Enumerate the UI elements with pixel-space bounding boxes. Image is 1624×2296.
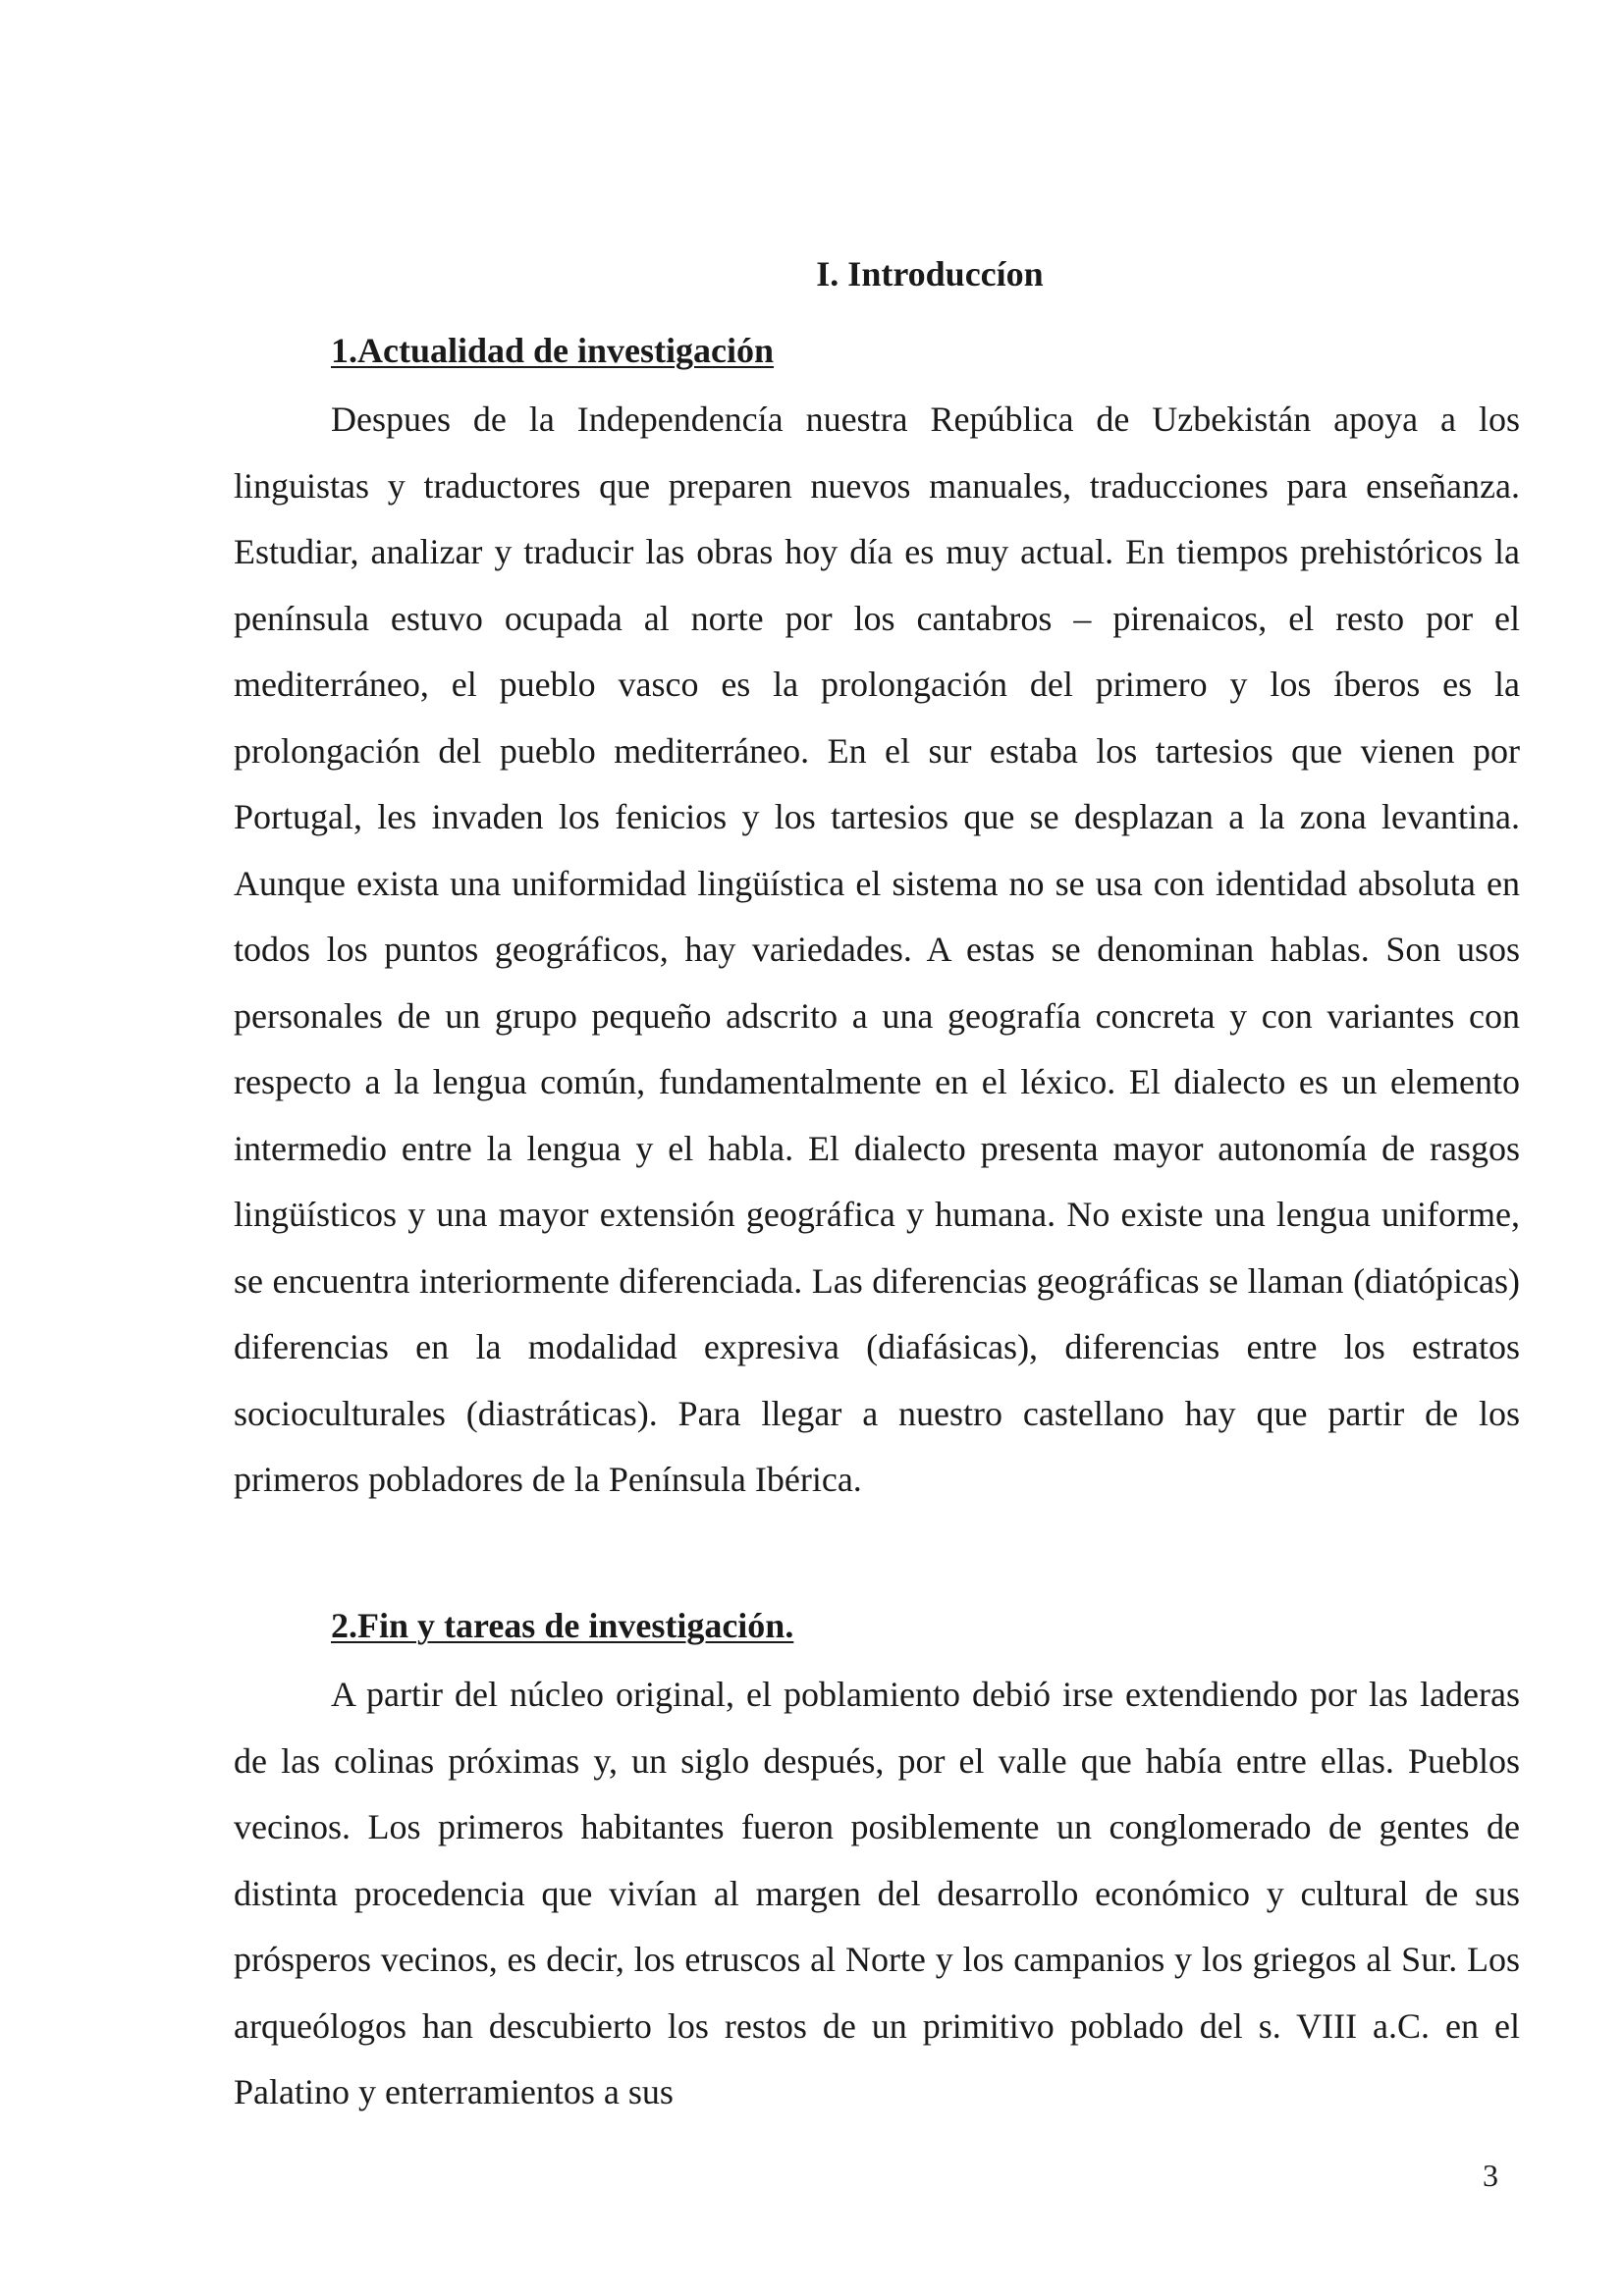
- chapter-title: I. Introduccíon: [816, 254, 1044, 294]
- section-paragraph-fin-y-tareas: A partir del núcleo original, el poblamiento debió irse extendiendo por las laderas de las colinas próximas y, un siglo después, por el valle que había entre ellas. Pueblos vecinos. Los primeros habitantes fueron posiblemente un conglomerado de gentes de distinta procedencia que vivían al margen del desarrollo económico y cultural de sus prósperos vecinos, es decir, los etruscos al Norte y los campanios y los griegos al Sur. Los arqueólogos han descubierto los restos de un primitivo poblado del s. VIII a.C. en el Palatino y enterramientos a sus: [234, 1675, 1520, 2111]
- section-heading-fin-y-tareas: 2.Fin y tareas de investigación.: [331, 1606, 794, 1645]
- section-paragraph-actualidad: Despues de la Independencía nuestra República de Uzbekistán apoya a los linguistas y traductores que preparen nuevos manuales, traducciones para enseñanza. Estudiar, analizar y traducir las obras hoy día es muy actual. En tiempos prehistóricos la península estuvo ocupada al norte por los cantabros – pirenaicos, el resto por el mediterráneo, el pueblo vasco es la prolongación del primero y los íberos es la prolongación del pueblo mediterráneo. En el sur estaba los tartesios que vienen por Portugal, les invaden los fenicios y los tartesios que se desplazan a la zona levantina. Aunque exista una uniformidad lingüística el sistema no se usa con identidad absoluta en todos los puntos geográficos, hay variedades. A estas se denominan hablas. Son usos personales de un grupo pequeño adscrito a una geografía concreta y con variantes con respecto a la lengua común, fundamentalmente en el léxico. El dialecto es un elemento intermedio entre la lengua y el habla. El dialecto presenta mayor autonomía de rasgos lingüísticos y una mayor extensión geográfica y humana. No existe una lengua uniforme, se encuentra interiormente diferenciada. Las diferencias geográficas se llaman (diatópicas) diferencias en la modalidad expresiva (diafásicas), diferencias entre los estratos socioculturales (diastráticas). Para llegar a nuestro castellano hay que partir de los primeros pobladores de la Península Ibérica.: [234, 400, 1520, 1499]
- section-heading-actualidad: 1.Actualidad de investigación: [331, 331, 775, 370]
- page-number: 3: [1483, 2158, 1498, 2193]
